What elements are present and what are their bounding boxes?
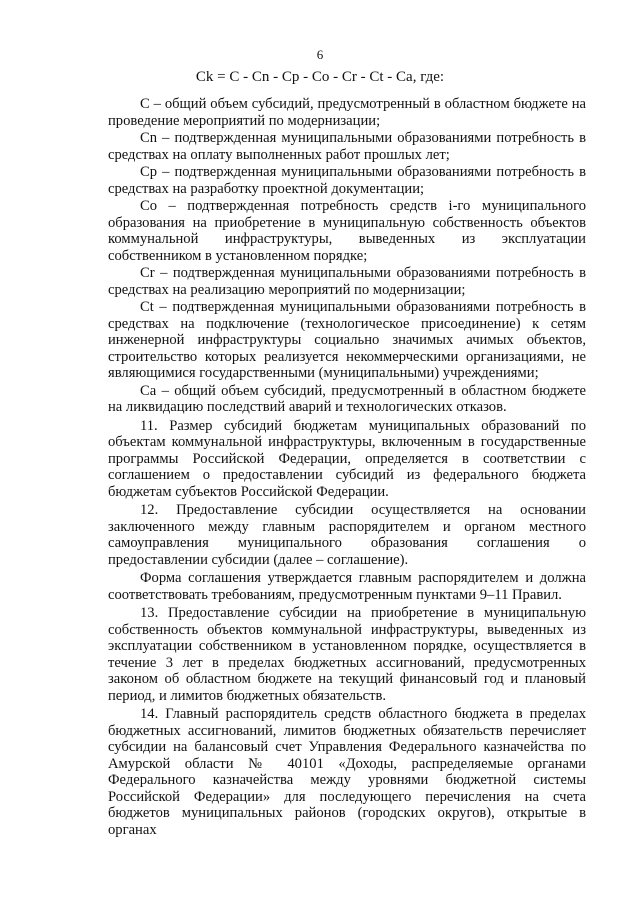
paragraph-co-definition: Co – подтвержденная потребность средств i-го муниципального образования на приобретение в муниципальную собственность объектов коммунальной инфраструктуры, выведенных из эксплуатации собственником в установленном порядке; — [108, 198, 586, 264]
formula: Ck = C - Cn - Cp - Co - Cr - Ct - Ca, где: — [195, 69, 445, 85]
paragraph-cr-definition: Cr – подтвержденная муниципальными образованиями потребность в средствах на реализацию мероприятий по модернизации; — [108, 265, 586, 298]
page-number: 6 — [316, 47, 324, 62]
clause-11: 11. Размер субсидий бюджетам муниципальных образований по объектам коммунальной инфраструктуры, включенным в государственные программы Российской Федерации, определяется в соответствии с соглашением о предоставлении субсидий из федерального бюджета бюджетам субъектов Российской Федерации. — [108, 417, 586, 500]
paragraph-ct-definition: Ct – подтвержденная муниципальными образованиями потребность в средствах на подключение (технологическое присоединение) к сетям инженерной инфраструктуры социально значимых ачимых объектов, строительство которых реализуется некоммерческими организациями, не являющимися государственными (муниципальными) учреждениями; — [108, 299, 586, 381]
paragraph-c-definition: C – общий объем субсидий, предусмотренный в областном бюджете на проведение мероприятий по модернизации; — [108, 96, 586, 129]
clause-12: 12. Предоставление субсидии осуществляется на основании заключенного между главным распорядителем и органом местного самоуправления муниципального образования соглашения о предоставлении субсидии (далее – соглашение). — [108, 502, 586, 568]
agreement-form-paragraph: Форма соглашения утверждается главным распорядителем и должна соответствовать требованиям, предусмотренным пунктами 9–11 Правил. — [108, 570, 586, 603]
paragraph-cp-definition: Cp – подтвержденная муниципальными образованиями потребность в средствах на разработку проектной документации; — [108, 164, 586, 197]
clause-14: 14. Главный распорядитель средств областного бюджета в пределах бюджетных ассигнований, лимитов бюджетных обязательств перечисляет субсидии на балансовый счет Управления Федерального казначейства по Амурской области № 40101 «Доходы, распределяемые органами Федерального казначейства между уровнями бюджетной системы Российской Федерации» для последующего перечисления на счета бюджетов муниципальных районов (городских округов), открытые в органах — [108, 706, 586, 838]
paragraph-ca-definition: Ca – общий объем субсидий, предусмотренный в областном бюджете на ликвидацию последствий аварий и технологических отказов. — [108, 382, 586, 415]
document-body — [108, 95, 586, 838]
paragraph-cn-definition: Cn – подтвержденная муниципальными образованиями потребность в средствах на оплату выполненных работ прошлых лет; — [108, 130, 586, 163]
clause-13: 13. Предоставление субсидии на приобретение в муниципальную собственность объектов коммунальной инфраструктуры, выведенных из эксплуатации собственником в установленном порядке, осуществляется в течение 3 лет в пределах бюджетных ассигнований, предусмотренных законом об областном бюджете на текущий финансовый год и плановый период, и лимитов бюджетных обязательств. — [108, 605, 586, 704]
